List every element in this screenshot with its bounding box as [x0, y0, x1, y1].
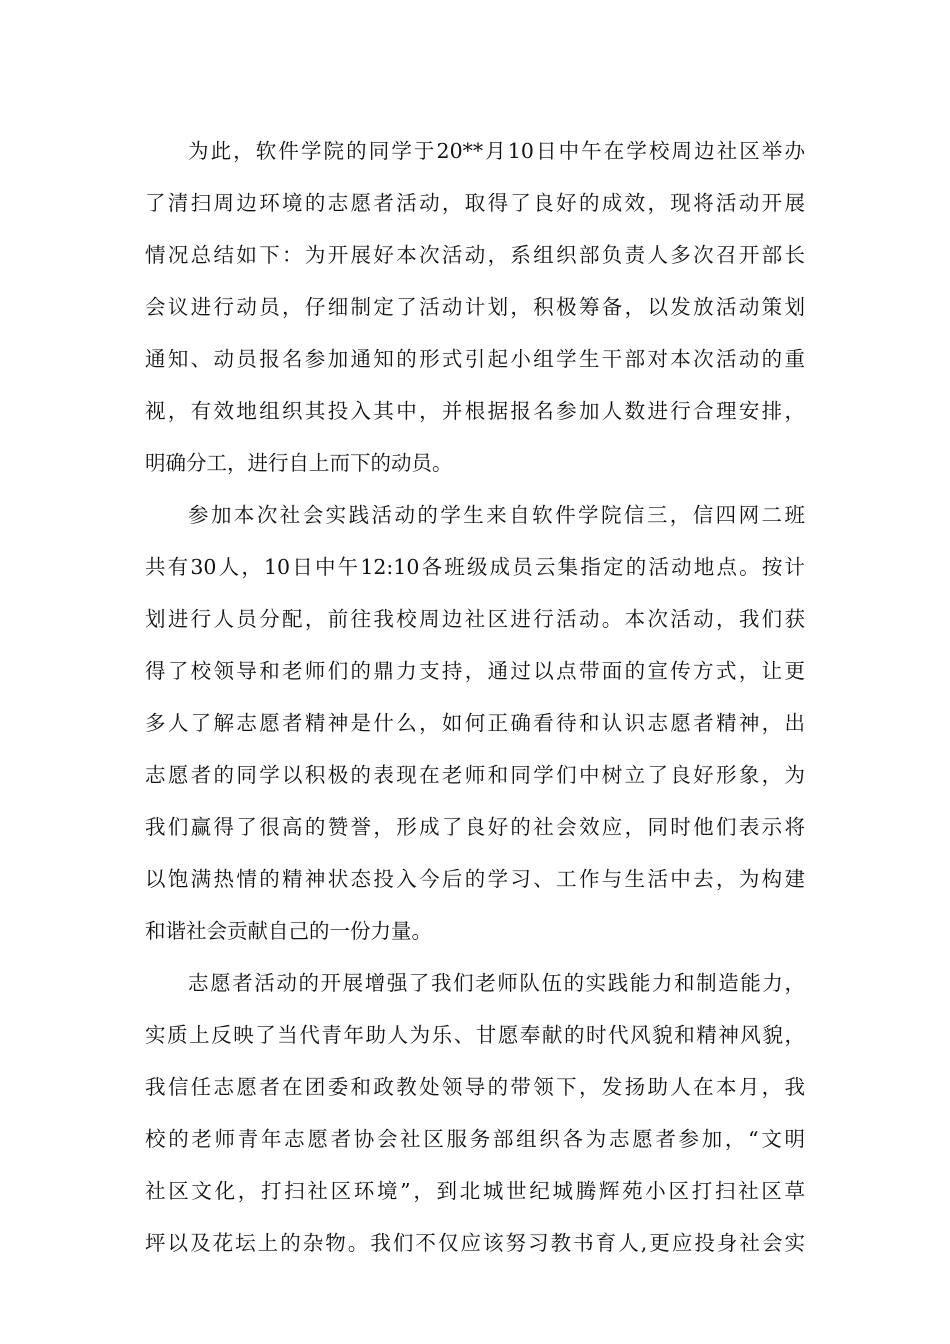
paragraph-1-line-4: 会议进行动员，仔细制定了活动计划，积极筹备，以发放活动策划 [145, 295, 805, 319]
paragraph-2-line-4: 得了校领导和老师们的鼎力支持，通过以点带面的宣传方式，让更 [145, 659, 805, 683]
paragraph-2-line-1: 参加本次社会实践活动的学生来自软件学院信三，信四网二班 [188, 503, 805, 527]
paragraph-1-line-1: 为此，软件学院的同学于20**月10日中午在学校周边社区举办 [188, 139, 805, 163]
paragraph-3-line-3: 我信任志愿者在团委和政教处领导的带领下，发扬助人在本月，我 [145, 1075, 805, 1099]
paragraph-3-line-5: 社区文化，打扫社区环境”，到北城世纪城腾辉苑小区打扫社区草 [145, 1179, 805, 1203]
paragraph-1-line-7: 明确分工，进行自上而下的动员。 [145, 451, 453, 475]
paragraph-1-line-2: 了清扫周边环境的志愿者活动，取得了良好的成效，现将活动开展 [145, 191, 805, 215]
paragraph-2-line-7: 我们赢得了很高的赞誉，形成了良好的社会效应，同时他们表示将 [145, 815, 805, 839]
paragraph-1-line-3: 情况总结如下：为开展好本次活动，系组织部负责人多次召开部长 [145, 243, 805, 267]
paragraph-3-line-6: 坪以及花坛上的杂物。我们不仅应该努习教书育人,更应投身社会实 [145, 1231, 805, 1255]
paragraph-2-line-8: 以饱满热情的精神状态投入今后的学习、工作与生活中去，为构建 [145, 867, 805, 891]
paragraph-2-line-6: 志愿者的同学以积极的表现在老师和同学们中树立了良好形象，为 [145, 763, 805, 787]
paragraph-2-line-9: 和谐社会贡献自己的一份力量。 [145, 919, 432, 943]
paragraph-3-line-1: 志愿者活动的开展增强了我们老师队伍的实践能力和制造能力， [188, 971, 805, 995]
paragraph-1-line-6: 视，有效地组织其投入其中，并根据报名参加人数进行合理安排， [145, 399, 805, 423]
paragraph-3-line-2: 实质上反映了当代青年助人为乐、甘愿奉献的时代风貌和精神风貌， [145, 1023, 805, 1047]
paragraph-2-line-3: 划进行人员分配，前往我校周边社区进行活动。本次活动，我们获 [145, 607, 805, 631]
paragraph-3-line-4: 校的老师青年志愿者协会社区服务部组织各为志愿者参加，“文明 [145, 1127, 805, 1151]
paragraph-2-line-2: 共有30人，10日中午12:10各班级成员云集指定的活动地点。按计 [145, 555, 805, 579]
paragraph-1-line-5: 通知、动员报名参加通知的形式引起小组学生干部对本次活动的重 [145, 347, 805, 371]
paragraph-2-line-5: 多人了解志愿者精神是什么，如何正确看待和认识志愿者精神，出 [145, 711, 805, 735]
